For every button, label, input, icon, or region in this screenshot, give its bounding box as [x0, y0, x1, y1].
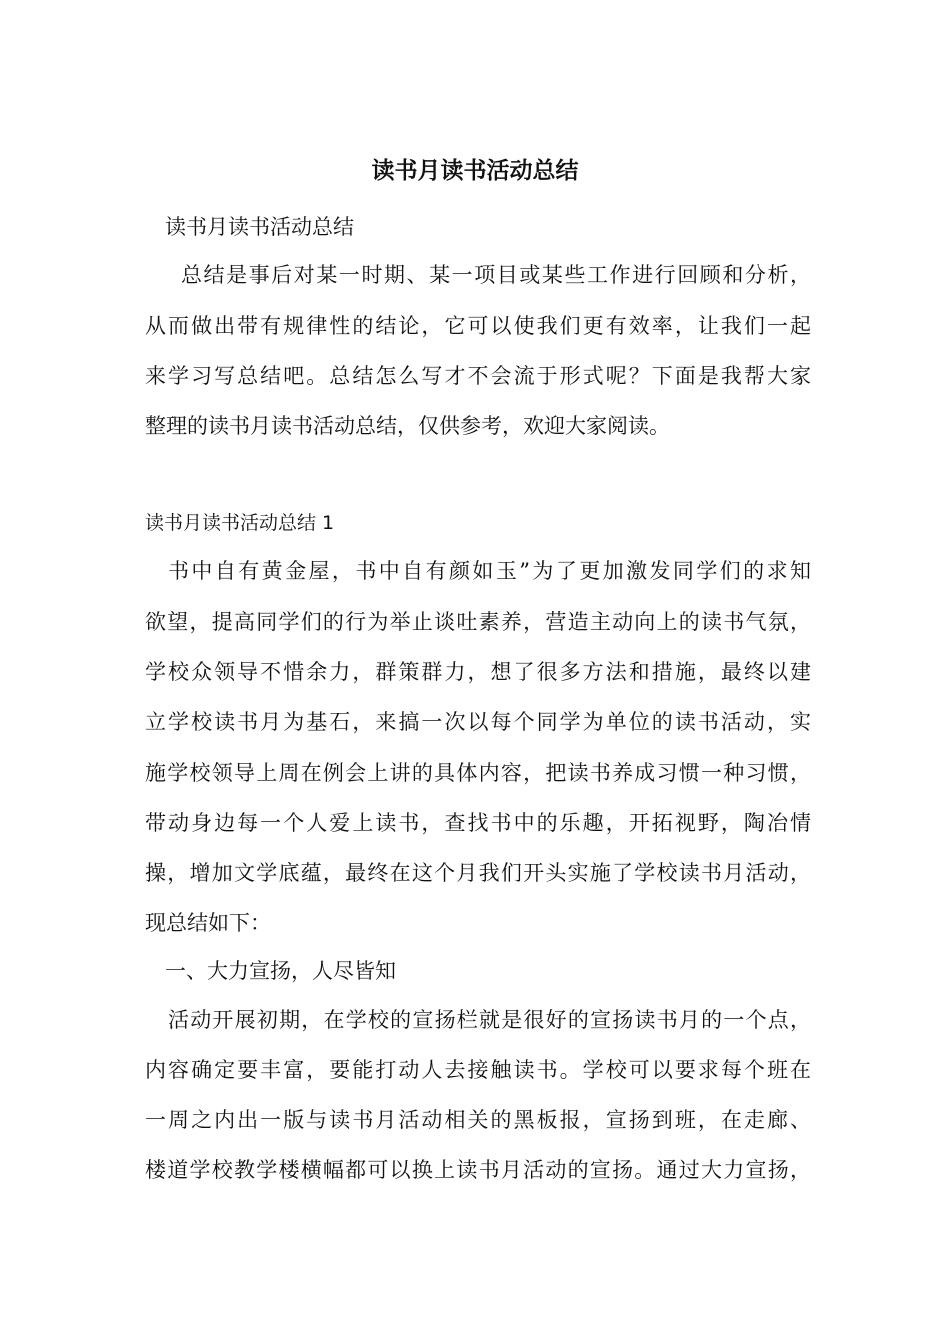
intro-line: 整理的读书月读书活动总结，仅供参考，欢迎大家阅读。 [145, 414, 670, 438]
document-title: 读书月读书活动总结 [371, 157, 579, 184]
section-line: 欲望，提高同学们的行为举止谈吐素养，营造主动向上的读书气氛， [145, 610, 811, 634]
section-line: 操，增加文学底蕴，最终在这个月我们开头实施了学校读书月活动， [145, 861, 811, 885]
point-line: 楼道学校教学楼横幅都可以换上读书月活动的宣扬。通过大力宣扬， [145, 1158, 811, 1182]
section-line: 现总结如下： [145, 911, 271, 935]
point-line: 一周之内出一版与读书月活动相关的黑板报，宣扬到班，在走廊、 [145, 1108, 811, 1132]
section-line: 书中自有黄金屋，书中自有颜如玉”为了更加激发同学们的求知 [168, 559, 811, 583]
intro-line: 来学习写总结吧。总结怎么写才不会流于形式呢？下面是我帮大家 [145, 364, 811, 388]
point-line: 活动开展初期，在学校的宣扬栏就是很好的宣扬读书月的一个点， [168, 1008, 811, 1032]
section-line: 施学校领导上周在例会上讲的具体内容，把读书养成习惯一种习惯， [145, 761, 811, 785]
intro-line: 从而做出带有规律性的结论，它可以使我们更有效率，让我们一起 [145, 314, 811, 338]
section-heading: 读书月读书活动总结 1 [145, 512, 335, 534]
intro-line: 总结是事后对某一时期、某一项目或某些工作进行回顾和分析， [181, 263, 811, 287]
section-line: 立学校读书月为基石，来搞一次以每个同学为单位的读书活动，实 [145, 710, 811, 734]
document-subtitle: 读书月读书活动总结 [165, 215, 354, 239]
section-line: 学校众领导不惜余力，群策群力，想了很多方法和措施，最终以建 [145, 660, 811, 684]
point-line: 内容确定要丰富，要能打动人去接触读书。学校可以要求每个班在 [145, 1058, 811, 1082]
point-heading: 一、大力宣扬，人尽皆知 [165, 959, 396, 983]
section-line: 带动身边每一个人爱上读书，查找书中的乐趣，开拓视野，陶冶情 [145, 811, 811, 835]
